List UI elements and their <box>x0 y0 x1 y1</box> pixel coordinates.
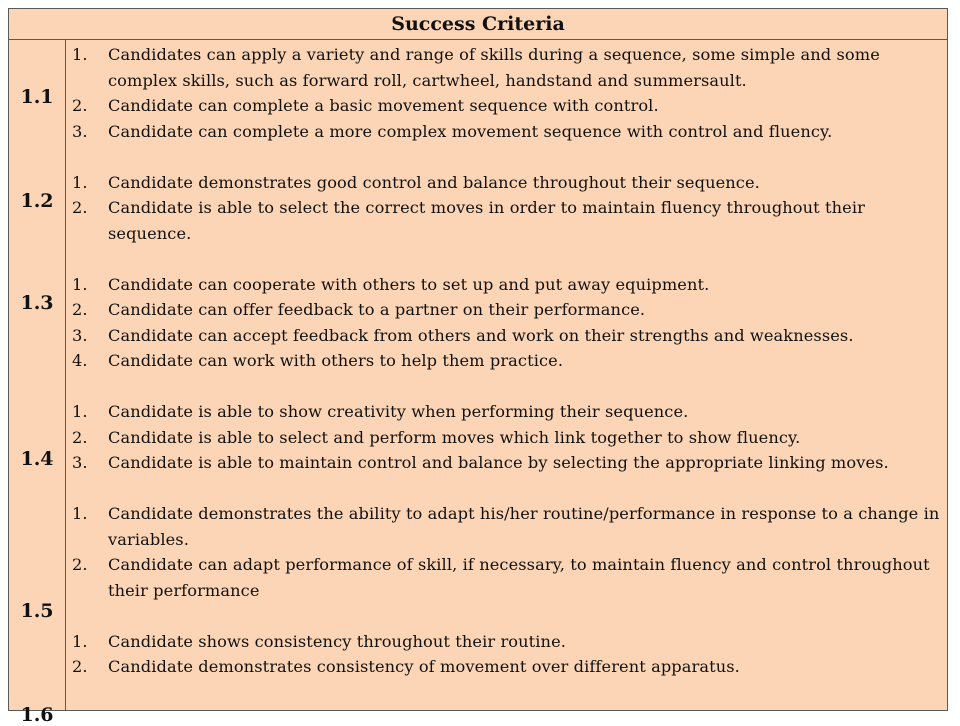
section-1-3-list <box>70 272 941 374</box>
list-item <box>70 552 941 603</box>
list-marker: 1. <box>72 274 88 294</box>
criterion-text: Candidate can complete a basic movement sequence with control. <box>108 96 659 115</box>
spacer <box>70 603 941 629</box>
spacer <box>70 476 941 502</box>
list-marker: 1. <box>72 45 88 64</box>
list-marker: 3. <box>72 453 88 472</box>
list-marker: 1. <box>72 402 88 421</box>
list-marker: 1. <box>72 172 88 192</box>
list-marker: 2. <box>72 555 88 574</box>
list-item <box>70 323 941 349</box>
spacer <box>70 246 941 272</box>
list-item <box>70 170 941 196</box>
section-number-1-2: 1.2 <box>20 190 54 212</box>
success-criteria-table <box>8 8 948 726</box>
section-1-5-list <box>70 501 941 603</box>
list-item <box>70 425 941 451</box>
section-number-1-6: 1.6 <box>20 704 54 726</box>
list-marker: 2. <box>72 96 88 115</box>
list-marker: 4. <box>72 351 88 370</box>
criterion-text: Candidate can accept feedback from others and work on their strengths and weaknesses. <box>108 325 854 345</box>
list-marker: 3. <box>72 325 88 345</box>
list-item <box>70 272 941 298</box>
criterion-text: Candidate can cooperate with others to set up and put away equipment. <box>108 274 710 294</box>
list-item <box>70 195 941 246</box>
header-row <box>9 9 948 40</box>
table-title: Success Criteria <box>9 9 948 40</box>
list-item <box>70 629 941 655</box>
section-1-1-list <box>70 42 941 144</box>
list-item <box>70 297 941 323</box>
list-marker: 3. <box>72 121 88 141</box>
criterion-text: Candidate can complete a more complex movement sequence with control and fluency. <box>108 121 833 141</box>
section-number-column <box>9 40 66 726</box>
criterion-text: Candidate is able to maintain control and balance by selecting the appropriate linking moves. <box>108 453 889 472</box>
criterion-text: Candidate is able to show creativity when performing their sequence. <box>108 402 689 421</box>
section-number-1-4: 1.4 <box>20 448 54 470</box>
criterion-text: Candidate is able to select and perform moves which link together to show fluency. <box>108 427 801 447</box>
criterion-text: Candidate demonstrates consistency of movement over different apparatus. <box>108 657 740 676</box>
section-number-1-3: 1.3 <box>20 292 54 314</box>
list-marker: 1. <box>72 504 88 523</box>
section-1-2-list <box>70 170 941 247</box>
criterion-text: Candidate demonstrates the ability to adapt his/her routine/performance in response to a change in variables. <box>108 504 940 549</box>
section-1-6-list <box>70 629 941 680</box>
list-item <box>70 119 941 145</box>
list-item <box>70 399 941 425</box>
body-row <box>9 40 948 711</box>
list-item <box>70 93 941 119</box>
list-item <box>70 450 941 476</box>
criterion-text: Candidate can offer feedback to a partner on their performance. <box>108 300 646 319</box>
list-marker: 2. <box>72 427 88 447</box>
criterion-text: Candidate can work with others to help them practice. <box>108 351 564 370</box>
section-number-1-5: 1.5 <box>20 600 54 622</box>
criterion-text: Candidates can apply a variety and range of skills during a sequence, some simple and some complex skills, such as forward roll, cartwheel, handstand and summersault. <box>108 45 880 90</box>
list-item <box>70 348 941 374</box>
criterion-text: Candidate shows consistency throughout their routine. <box>108 631 566 651</box>
list-marker: 2. <box>72 300 88 319</box>
criterion-text: Candidate is able to select the correct moves in order to maintain fluency throughout their sequence. <box>108 198 865 243</box>
criterion-text: Candidate can adapt performance of skill, if necessary, to maintain fluency and control throughout their performance <box>108 555 930 600</box>
list-marker: 1. <box>72 631 88 651</box>
criteria-list-column <box>66 40 948 711</box>
spacer <box>70 144 941 170</box>
list-item <box>70 501 941 552</box>
list-item <box>70 654 941 680</box>
list-item <box>70 42 941 93</box>
section-number-1-1: 1.1 <box>20 86 54 108</box>
section-1-4-list <box>70 399 941 476</box>
list-marker: 2. <box>72 657 88 676</box>
spacer <box>70 374 941 400</box>
criterion-text: Candidate demonstrates good control and balance throughout their sequence. <box>108 172 760 192</box>
list-marker: 2. <box>72 198 88 217</box>
